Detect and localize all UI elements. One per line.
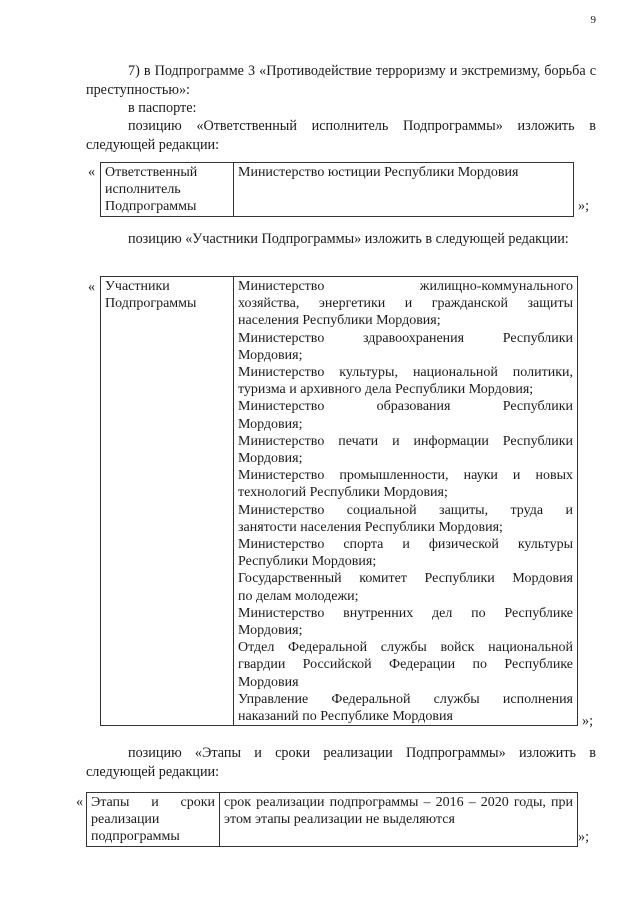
- participant-line: Министерство печати и информации Республики: [238, 433, 573, 449]
- paragraph-passport: в паспорте:: [128, 100, 197, 116]
- participant-line: наказаний по Республике Мордовия: [238, 709, 453, 725]
- participant-line: Государственный комитет Республики Мордовия: [238, 571, 573, 587]
- label-line: исполнитель: [105, 182, 181, 198]
- quote-close-3: »;: [578, 829, 590, 845]
- table-participants: [100, 276, 578, 726]
- participant-line: Министерство промышленности, науки и новых: [238, 468, 573, 484]
- participant-line: Министерство жилищно-коммунального: [238, 279, 573, 294]
- page-number: 9: [590, 14, 596, 26]
- participant-line: туризма и архивного дела Республики Мордовия;: [238, 382, 534, 398]
- label-line: Ответственный: [105, 165, 198, 180]
- participant-line: Мордовия;: [238, 623, 303, 639]
- participant-line: Министерство здравоохранения Республики: [238, 330, 573, 346]
- label-cell: [101, 163, 234, 217]
- paragraph-stages: позицию «Этапы и сроки реализации Подпрограммы» изложить в следующей редакции:: [86, 745, 596, 780]
- participant-line: Мордовия: [238, 674, 299, 690]
- participant-line: Министерство социальной защиты, труда и: [238, 502, 573, 518]
- participant-line: Министерство спорта и физической культуры: [238, 537, 573, 553]
- participant-line: Министерство культуры, национальной политики,: [238, 365, 573, 381]
- label-line: Подпрограммы: [105, 199, 197, 215]
- participant-line: Министерство внутренних дел по Республике: [238, 605, 573, 621]
- label-cell: [101, 277, 234, 726]
- participant-line: Отдел Федеральной службы войск национальной: [238, 640, 573, 656]
- quote-close-2: »;: [582, 713, 594, 729]
- label-line: Участники: [105, 279, 170, 294]
- participant-line: Министерство образования Республики: [238, 399, 573, 415]
- participant-line: Мордовия;: [238, 347, 303, 363]
- participant-line: гвардии Российской Федерации по Республике: [238, 657, 573, 673]
- quote-close-1: »;: [578, 198, 590, 214]
- participant-line: технологий Республики Мордовия;: [238, 485, 448, 501]
- participant-line: населения Республики Мордовия;: [238, 313, 441, 329]
- quote-open-3: «: [76, 794, 84, 810]
- quote-open-1: «: [88, 164, 96, 180]
- participants-list: [234, 277, 578, 726]
- participant-line: Мордовия;: [238, 451, 303, 467]
- value-cell: Министерство юстиции Республики Мордовия: [234, 163, 574, 217]
- paragraph-responsible-executor: позицию «Ответственный исполнитель Подпрограммы» изложить в следующей редакции:: [86, 118, 596, 153]
- label-cell: Этапы и сроки реализации подпрограммы: [87, 793, 220, 847]
- quote-open-2: «: [88, 279, 96, 295]
- paragraph-subprogram-3: 7) в Подпрограмме 3 «Противодействие терроризму и экстремизму, борьба с преступностью»:: [86, 63, 596, 98]
- table-stages: [86, 792, 578, 847]
- participant-line: Управление Федеральной службы исполнения: [238, 691, 573, 707]
- participant-line: хозяйства, энергетики и гражданской защиты: [238, 296, 573, 312]
- paragraph-participants: позицию «Участники Подпрограммы» изложить в следующей редакции:: [128, 231, 569, 247]
- participant-line: занятости населения Республики Мордовия;: [238, 519, 503, 535]
- table-responsible-executor: [100, 162, 574, 217]
- participant-line: по делам молодежи;: [238, 588, 359, 604]
- participant-line: Республики Мордовия;: [238, 554, 377, 570]
- value-cell: срок реализации подпрограммы – 2016 – 2020 годы, при этом этапы реализации не выделяются: [220, 793, 578, 847]
- label-line: Подпрограммы: [105, 296, 197, 312]
- participant-line: Мордовия;: [238, 416, 303, 432]
